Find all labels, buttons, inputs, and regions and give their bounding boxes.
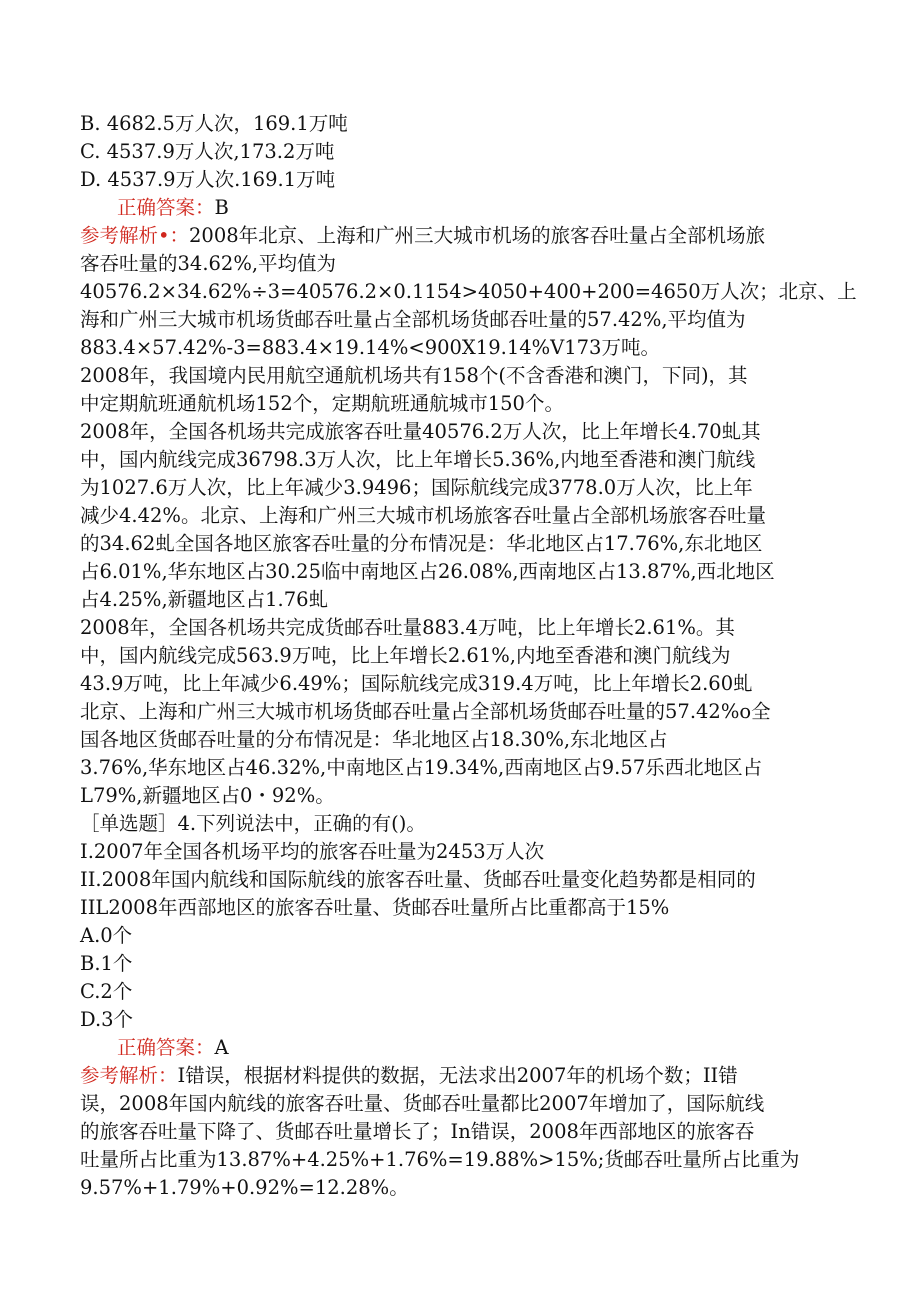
material-p2-line: 的34.62虬全国各地区旅客吞吐量的分布情况是：华北地区占17.76%,东北地区 — [80, 532, 763, 555]
material-p3-line: 国各地区货邮吞吐量的分布情况是：华北地区占18.30%,东北地区占 — [80, 728, 668, 751]
q3-answer-label: 正确答案： — [117, 196, 215, 219]
material-p2-line: 为1027.6万人次，比上年减少3.9496；国际航线完成3778.0万人次，比上年 — [80, 476, 753, 499]
q3-option-c: C. 4537.9万人次,173.2万吨 — [80, 140, 335, 163]
q4-correct-answer — [117, 1034, 229, 1062]
q3-analysis-label: 参考解析•： — [80, 224, 190, 247]
q4-analysis-text: I错误，根据材料提供的数据，无法求出2007年的机场个数；II错 — [177, 1064, 738, 1087]
q3-analysis-line: 40576.2×34.62%÷3=40576.2×0.1154>4050+400+200=4650万人次；北京、上 — [80, 280, 857, 303]
q4-statement: IIL2008年西部地区的旅客吞吐量、货邮吞吐量所占比重都高于15% — [80, 896, 670, 919]
material-p2-line: 占6.01%,华东地区占30.25临中南地区占26.08%,西南地区占13.87%,西北地区 — [80, 560, 775, 583]
q3-option-b: B. 4682.5万人次，169.1万吨 — [80, 112, 348, 135]
q4-answer-value: A — [214, 1036, 229, 1059]
material-p2-line: 中，国内航线完成36798.3万人次，比上年增长5.36%,内地至香港和澳门航线 — [80, 448, 756, 471]
material-p3-line: 3.76%,华东地区占46.32%,中南地区占19.34%,西南地区占9.57乐西北地区占 — [80, 756, 763, 779]
material-p2-line: 占4.25%,新疆地区占1.76虬 — [80, 588, 329, 611]
q3-option-d: D. 4537.9万人次.169.1万吨 — [80, 168, 336, 191]
q4-analysis-line — [80, 1062, 738, 1090]
q4-option-c: C.2个 — [80, 980, 133, 1003]
q4-option-b: B.1个 — [80, 952, 133, 975]
q4-analysis-line: 的旅客吞吐量下降了、货邮吞吐量增长了；In错误，2008年西部地区的旅客吞 — [80, 1120, 755, 1143]
material-p1-line: 中定期航班通航机场152个，定期航班通航城市150个。 — [80, 392, 564, 415]
material-p3-line: 43.9万吨，比上年减少6.49%；国际航线完成319.4万吨，比上年增长2.60虬 — [80, 672, 753, 695]
q3-analysis-text: 2008年北京、上海和广州三大城市机场的旅客吞吐量占全部机场旅 — [189, 224, 766, 247]
material-p3-line: 北京、上海和广州三大城市机场货邮吞吐量占全部机场货邮吞吐量的57.42%o全 — [80, 700, 771, 723]
material-p1-line: 2008年，我国境内民用航空通航机场共有158个(不含香港和澳门，下同)，其 — [80, 364, 748, 387]
q3-analysis-line: 883.4×57.42%-3=883.4×19.14%<900X19.14%V173万吨。 — [80, 336, 660, 359]
q4-analysis-line: 吐量所占比重为13.87%+4.25%+1.76%=19.88%>15%;货邮吞吐量所占比重为 — [80, 1148, 800, 1171]
q3-correct-answer — [117, 194, 229, 222]
material-p3-line: 2008年，全国各机场共完成货邮吞吐量883.4万吨，比上年增长2.61%。其 — [80, 616, 735, 639]
q3-analysis-line — [80, 222, 765, 250]
q3-analysis-line: 海和广州三大城市机场货邮吞吐量占全部机场货邮吞吐量的57.42%,平均值为 — [80, 308, 746, 331]
q4-stem: ［单选题］4.下列说法中，正确的有()。 — [80, 812, 426, 835]
q4-statement: I.2007年全国各机场平均的旅客吞吐量为2453万人次 — [80, 840, 545, 863]
q4-statement: II.2008年国内航线和国际航线的旅客吞吐量、货邮吞吐量变化趋势都是相同的 — [80, 868, 756, 891]
material-p3-line: L79%,新疆地区占0・92%。 — [80, 784, 335, 807]
q3-answer-value: B — [214, 196, 229, 219]
material-p2-line: 减少4.42%。北京、上海和广州三大城市机场旅客吞吐量占全部机场旅客吞吐量 — [80, 504, 766, 527]
material-p2-line: 2008年，全国各机场共完成旅客吞吐量40576.2万人次，比上年增长4.70虬其 — [80, 420, 761, 443]
q4-option-a: A.0个 — [80, 924, 133, 947]
material-p3-line: 中，国内航线完成563.9万吨，比上年增长2.61%,内地至香港和澳门航线为 — [80, 644, 731, 667]
q4-analysis-line: 误，2008年国内航线的旅客吞吐量、货邮吞吐量都比2007年增加了，国际航线 — [80, 1092, 765, 1115]
q4-option-d: D.3个 — [80, 1008, 134, 1031]
q4-analysis-label: 参考解析： — [80, 1064, 178, 1087]
q4-analysis-line: 9.57%+1.79%+0.92%=12.28%。 — [80, 1176, 409, 1199]
q4-answer-label: 正确答案： — [117, 1036, 215, 1059]
q3-analysis-line: 客吞吐量的34.62%,平均值为 — [80, 252, 337, 275]
